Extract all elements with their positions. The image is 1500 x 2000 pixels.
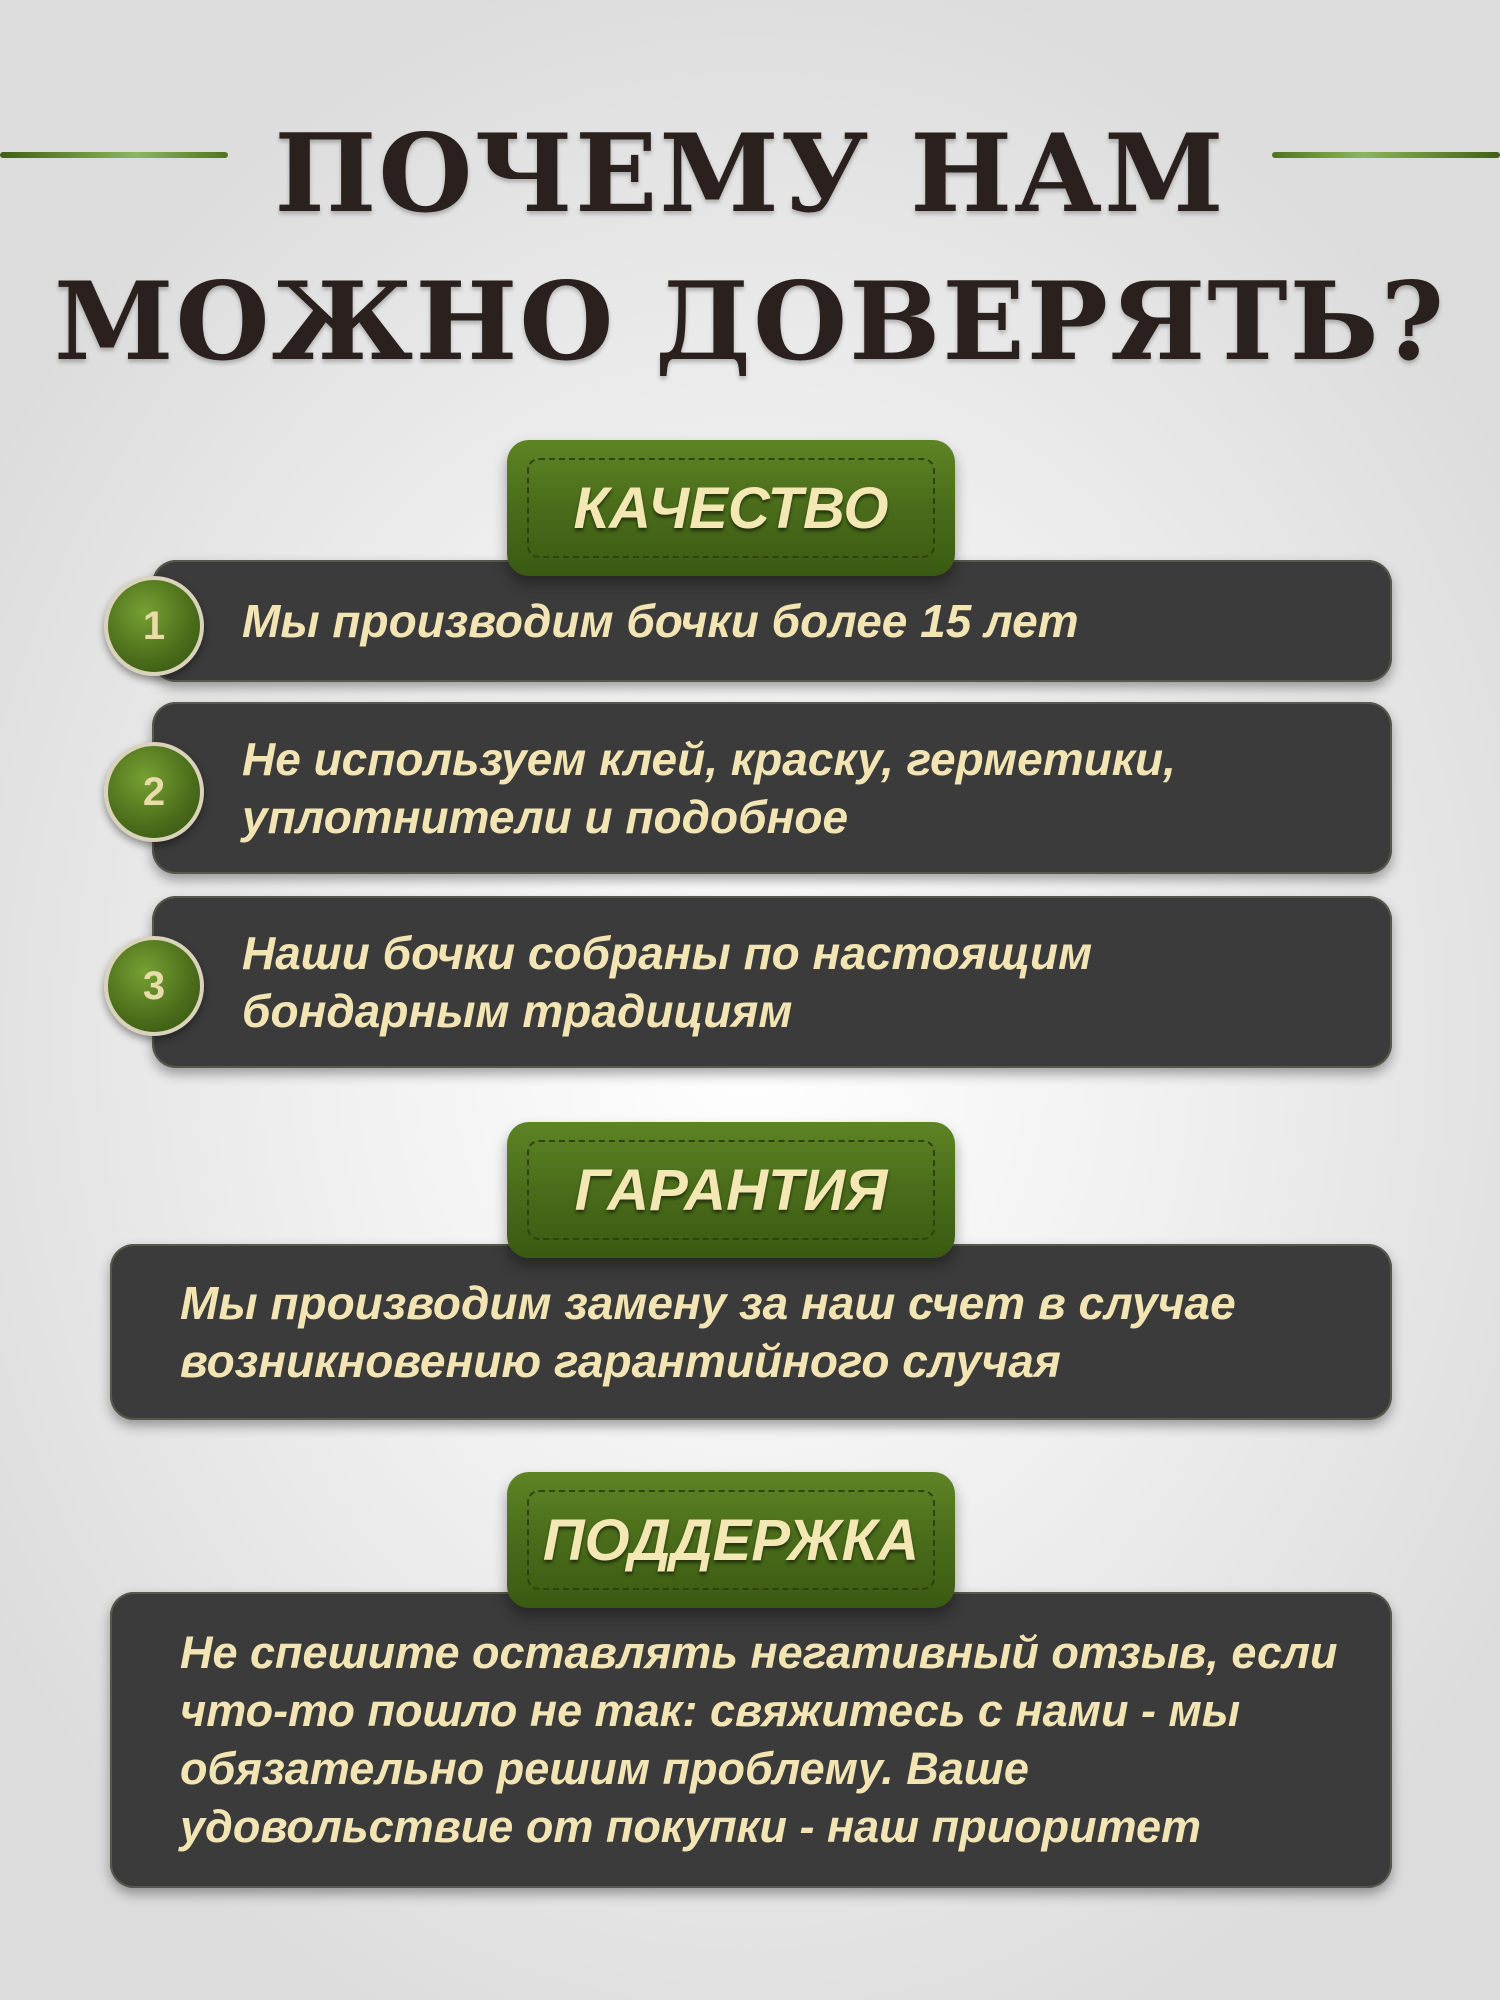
number-badge-1: 1	[104, 576, 204, 676]
page-title	[0, 100, 1500, 396]
quality-item-1	[152, 560, 1392, 682]
section-badge-quality	[507, 440, 955, 576]
quality-item-2	[152, 702, 1392, 874]
badge-label-support: ПОДДЕРЖКА	[542, 1507, 920, 1573]
section-badge-support	[507, 1472, 955, 1608]
quality-item-3-text: Наши бочки собраны по настоящим бондарным традициям	[242, 927, 1093, 1037]
support-text: Не спешите оставлять негативный отзыв, если что-то пошло не так: свяжитесь с нами - мы обязательно решим проблему. Ваше удовольствие от покупки - наш приоритет	[180, 1627, 1338, 1852]
title-line-2: МОЖНО ДОВЕРЯТЬ?	[54, 259, 1446, 385]
quality-item-2-text: Не используем клей, краску, герметики, уплотнители и подобное	[242, 733, 1176, 843]
quality-item-1-text: Мы производим бочки более 15 лет	[242, 595, 1079, 647]
support-box	[110, 1592, 1392, 1888]
number-badge-2: 2	[104, 742, 204, 842]
title-line-1: ПОЧЕМУ НАМ	[274, 111, 1226, 237]
number-badge-3: 3	[104, 936, 204, 1036]
badge-label-guarantee: ГАРАНТИЯ	[574, 1157, 888, 1223]
badge-label-quality: КАЧЕСТВО	[573, 475, 889, 541]
section-badge-guarantee	[507, 1122, 955, 1258]
guarantee-text: Мы производим замену за наш счет в случае возникновению гарантийного случая	[180, 1277, 1236, 1387]
guarantee-box	[110, 1244, 1392, 1420]
quality-item-3	[152, 896, 1392, 1068]
